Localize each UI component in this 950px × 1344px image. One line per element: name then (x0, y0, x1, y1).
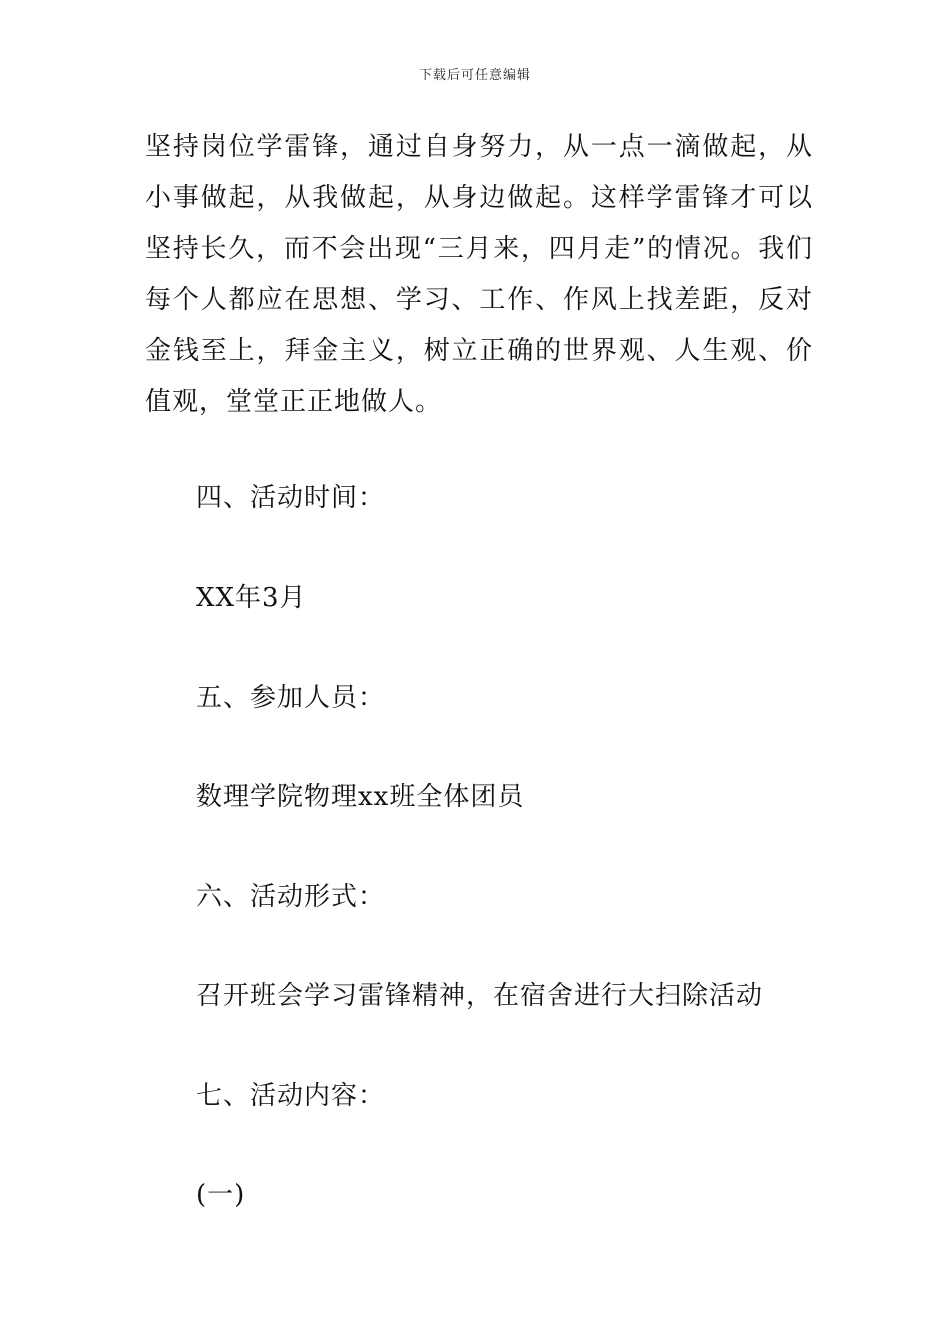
subsection-marker: (一) (196, 1180, 246, 1210)
participants-value: 数理学院物理xx班全体团员 (196, 782, 525, 812)
activity-form-value: 召开班会学习雷锋精神，在宿舍进行大扫除活动 (196, 981, 764, 1011)
section-heading-activity-content: 七、活动内容： (196, 1081, 386, 1111)
activity-time-value: XX年3月 (196, 583, 307, 613)
header-note: 下载后可任意编辑 (418, 68, 531, 83)
section-heading-activity-form: 六、活动形式： (196, 882, 386, 912)
section-heading-activity-time: 四、活动时间： (196, 483, 386, 513)
body-paragraph: 坚持岗位学雷锋，通过自身努力，从一点一滴做起，从小事做起，从我做起，从身边做起。这样学雷锋才可以坚持长久，而不会出现“三月来，四月走”的情况。我们每个人都应在思想、学习、工作、作风上找差距，反对金钱至上，拜金主义，树立正确的世界观、人生观、价值观，堂堂正正地做人。 (145, 132, 813, 417)
section-heading-participants: 五、参加人员： (196, 683, 386, 713)
